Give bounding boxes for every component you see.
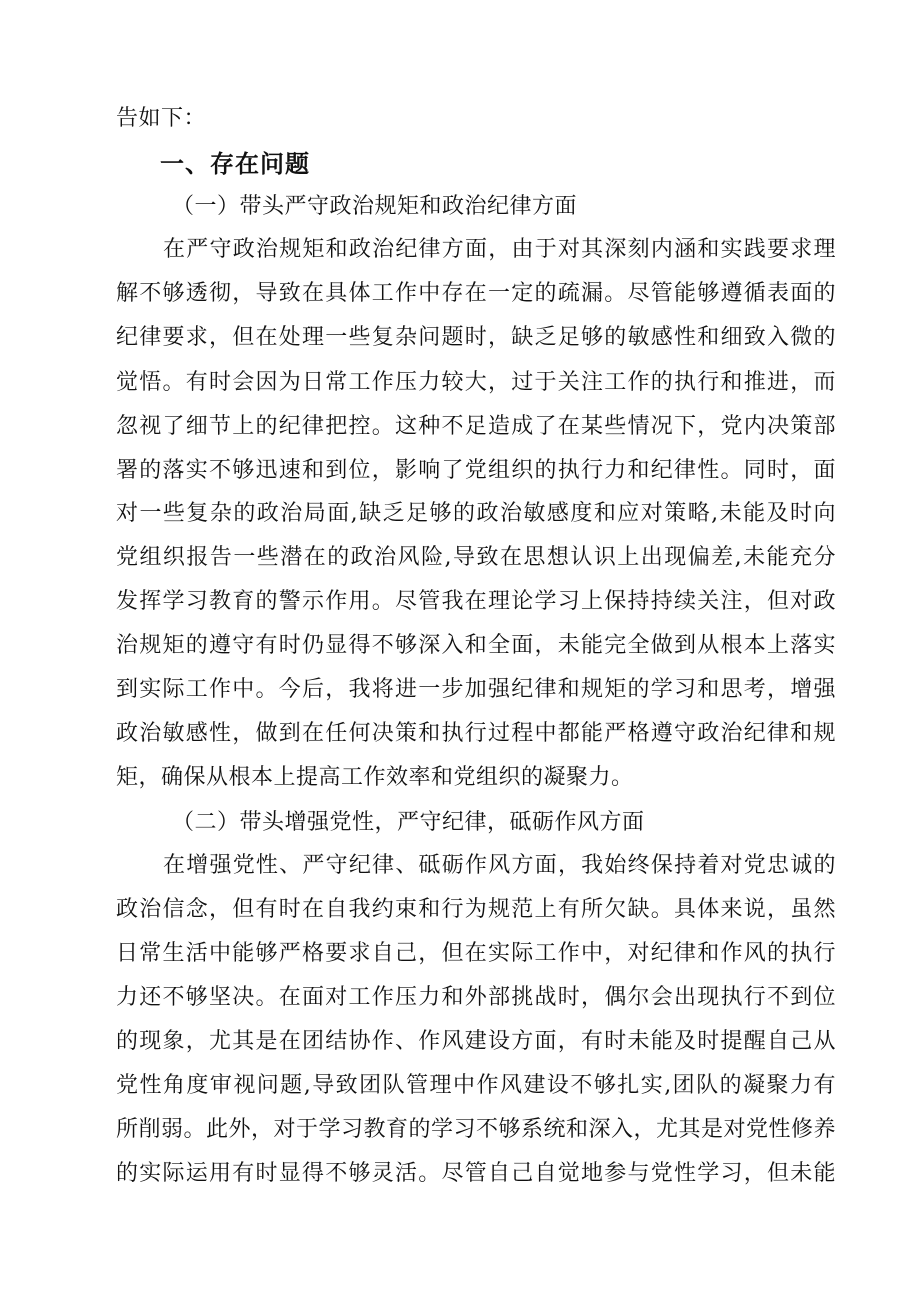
paragraph-line: 力还不够坚决。在面对工作压力和外部挑战时，偶尔会出现执行不到位	[116, 985, 836, 1010]
paragraph-line: 对一些复杂的政治局面,缺乏足够的政治敏感度和应对策略,未能及时向	[116, 501, 836, 526]
paragraph-line: 署的落实不够迅速和到位，影响了党组织的执行力和纪律性。同时，面	[116, 458, 836, 483]
section-heading: 一、存在问题	[160, 150, 310, 178]
paragraph-line: 到实际工作中。今后，我将进一步加强纪律和规矩的学习和思考，增强	[116, 677, 836, 702]
paragraph-line: 党组织报告一些潜在的政治风险,导致在思想认识上出现偏差,未能充分	[116, 545, 836, 570]
paragraph-line: 在严守政治规矩和政治纪律方面，由于对其深刻内涵和实践要求理	[163, 237, 836, 262]
paragraph-line: 日常生活中能够严格要求自己，但在实际工作中，对纪律和作风的执行	[116, 941, 836, 966]
paragraph-line: 的现象，尤其是在团结协作、作风建设方面，有时未能及时提醒自己从	[116, 1029, 836, 1054]
paragraph-line: 发挥学习教育的警示作用。尽管我在理论学习上保持持续关注，但对政	[116, 589, 836, 614]
paragraph-line: 政治敏感性，做到在任何决策和执行过程中都能严格遵守政治纪律和规	[116, 721, 836, 746]
paragraph-line: 治规矩的遵守有时仍显得不够深入和全面，未能完全做到从根本上落实	[116, 633, 836, 658]
paragraph-line: 纪律要求，但在处理一些复杂问题时，缺乏足够的敏感性和细致入微的	[116, 325, 836, 350]
paragraph-line: 忽视了细节上的纪律把控。这种不足造成了在某些情况下，党内决策部	[116, 414, 836, 439]
paragraph-line: 矩，确保从根本上提高工作效率和党组织的凝聚力。	[116, 765, 634, 790]
paragraph-line: 解不够透彻，导致在具体工作中存在一定的疏漏。尽管能够遵循表面的	[116, 281, 836, 306]
paragraph-line: 在增强党性、严守纪律、砥砺作风方面，我始终保持着对党忠诚的	[163, 853, 836, 878]
paragraph-line: 所削弱。此外，对于学习教育的学习不够系统和深入，尤其是对党性修养	[116, 1117, 837, 1142]
paragraph-line: 党性角度审视问题,导致团队管理中作风建设不够扎实,团队的凝聚力有	[116, 1073, 836, 1098]
paragraph-line: 觉悟。有时会因为日常工作压力较大，过于关注工作的执行和推进，而	[116, 370, 836, 395]
paragraph-line: 政治信念，但有时在自我约束和行为规范上有所欠缺。具体来说，虽然	[116, 897, 836, 922]
paragraph-line: 的实际运用有时显得不够灵活。尽管自己自觉地参与党性学习，但未能	[116, 1161, 836, 1186]
subsection-heading-1: （一）带头严守政治规矩和政治纪律方面	[172, 194, 578, 219]
subsection-heading-2: （二）带头增强党性，严守纪律，砥砺作风方面	[172, 810, 645, 835]
intro-tail-line: 告如下：	[116, 106, 207, 131]
